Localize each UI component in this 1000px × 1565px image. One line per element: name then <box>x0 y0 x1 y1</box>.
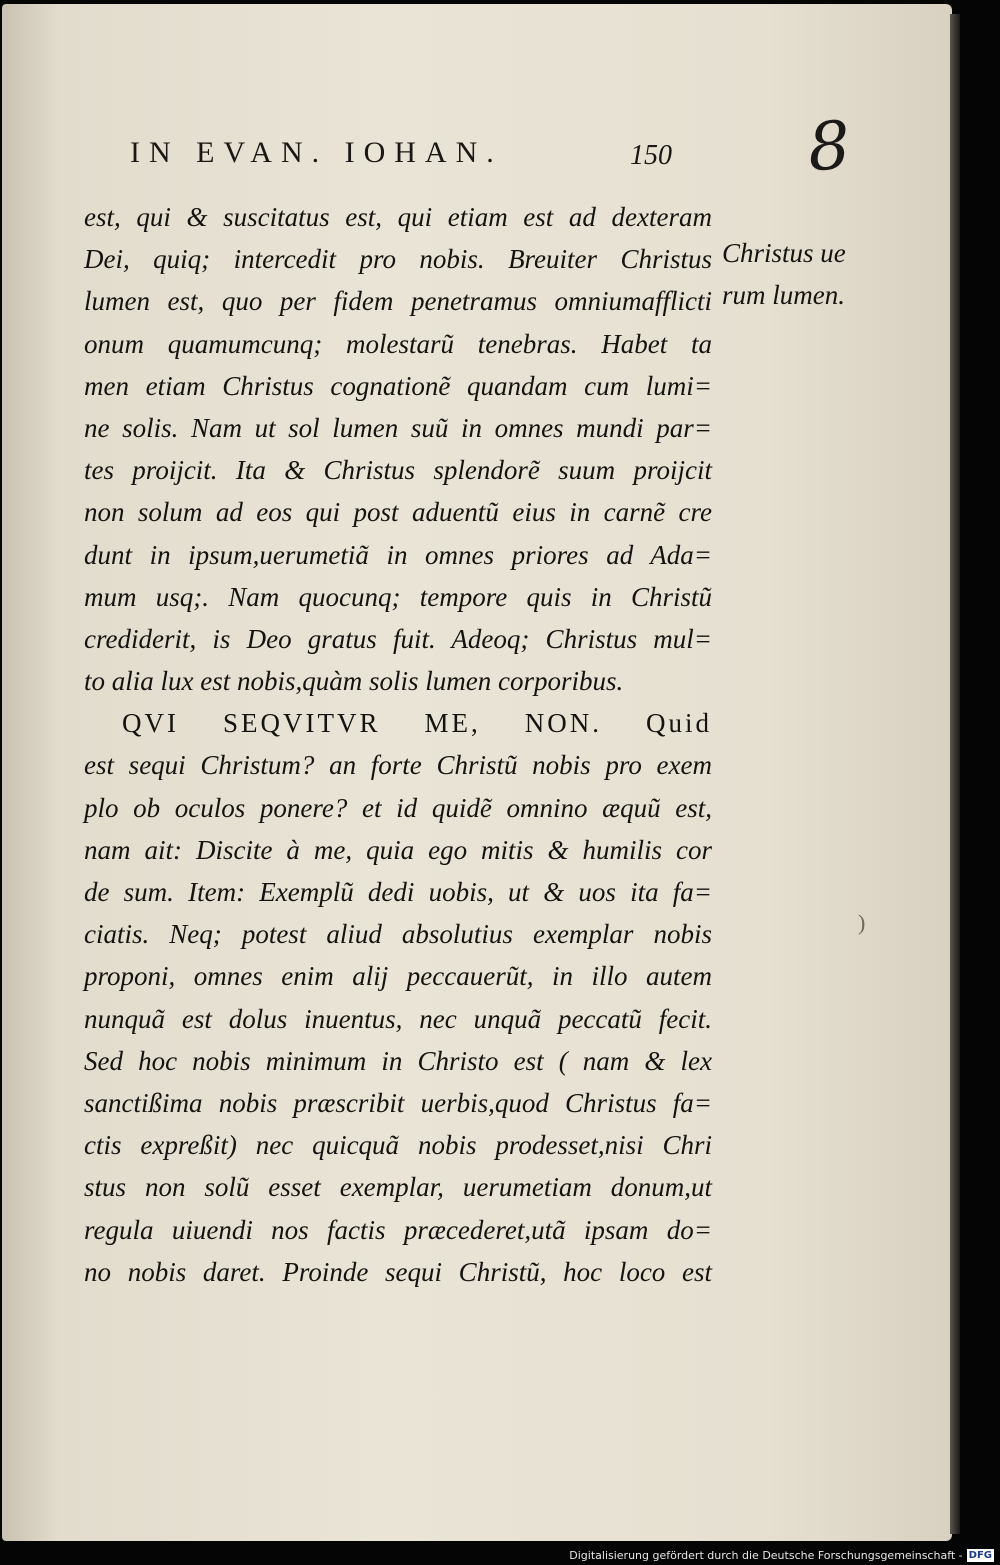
text-line: men etiam Christus cognationẽ quandam cum lumi= <box>84 370 712 401</box>
text-line: de sum. Item: Exemplũ dedi uobis, ut & uos ita fa= <box>84 877 712 907</box>
text-line: ne solis. Nam ut sol lumen suũ in omnes mundi par= <box>84 412 712 443</box>
page-number: 150 <box>630 140 672 171</box>
text-line: plo ob oculos ponere? et id quidẽ omnino æquũ est, <box>84 792 712 823</box>
running-head: IN EVAN. IOHAN. <box>130 136 503 169</box>
text-line: onum quamumcunq; molestarũ tenebras. Habet ta <box>84 328 712 359</box>
text-line: crediderit, is Deo gratus fuit. Adeoq; Christus mul= <box>84 623 712 654</box>
text-line: ctis expreßit) nec quicquã nobis prodesset,nisi Chri <box>84 1130 712 1161</box>
text-line: nam ait: Discite à me, quia ego mitis & humilis cor <box>84 834 712 865</box>
text-line: ciatis. Neq; potest aliud absolutius exemplar nobis <box>84 919 712 950</box>
marginal-note-line: Christus ue <box>722 238 846 268</box>
main-text-block <box>84 196 712 1293</box>
text-line: sanctißima nobis præscribit uerbis,quod Christus fa= <box>84 1087 712 1118</box>
digitization-credit <box>569 1549 994 1562</box>
marginal-note-line: rum lumen. <box>722 280 845 310</box>
text-line: Sed hoc nobis minimum in Christo est ( nam & lex <box>84 1045 712 1076</box>
text-line: nunquã est dolus inuentus, nec unquã peccatũ fecit. <box>84 1003 712 1034</box>
dfg-logo-icon: DFG <box>968 1550 992 1561</box>
text-line: dunt in ipsum,uerumetiã in omnes priores ad Ada= <box>84 539 712 570</box>
credit-text: Digitalisierung gefördert durch die Deutsche Forschungsgemeinschaft - <box>569 1549 963 1562</box>
text-line: est, qui & suscitatus est, qui etiam est ad dexteram <box>84 202 712 232</box>
book-page <box>2 4 952 1541</box>
handwritten-folio-number: 8 <box>805 106 853 187</box>
text-line: regula uiuendi nos factis præcederet,utã ipsam do= <box>84 1214 712 1245</box>
section-lemma-line: QVI SEQVITVR ME, NON. Quid <box>122 708 712 739</box>
text-line: Dei, quiq; intercedit pro nobis. Breuiter Christus <box>84 244 712 275</box>
text-line: lumen est, quo per fidem penetramus omniumafflicti <box>84 286 712 317</box>
text-line: stus non solũ esset exemplar, uerumetiam donum,ut <box>84 1172 712 1203</box>
marginal-note <box>722 232 872 316</box>
text-line: mum usq;. Nam quocunq; tempore quis in Christũ <box>84 581 712 612</box>
text-line: tes proijcit. Ita & Christus splendorẽ suum proijcit <box>84 455 712 486</box>
page-edge-shadow <box>950 14 960 1534</box>
paper-blemish: ) <box>858 910 866 935</box>
text-line: proponi, omnes enim alij peccauerũt, in illo autem <box>84 961 712 992</box>
text-line: no nobis daret. Proinde sequi Christũ, hoc loco est <box>84 1256 712 1287</box>
text-line: to alia lux est nobis,quàm solis lumen corporibus. <box>84 666 624 697</box>
text-line: non solum ad eos qui post aduentũ eius in carnẽ cre <box>84 497 712 528</box>
text-line: est sequi Christum? an forte Christũ nobis pro exem <box>84 750 712 781</box>
